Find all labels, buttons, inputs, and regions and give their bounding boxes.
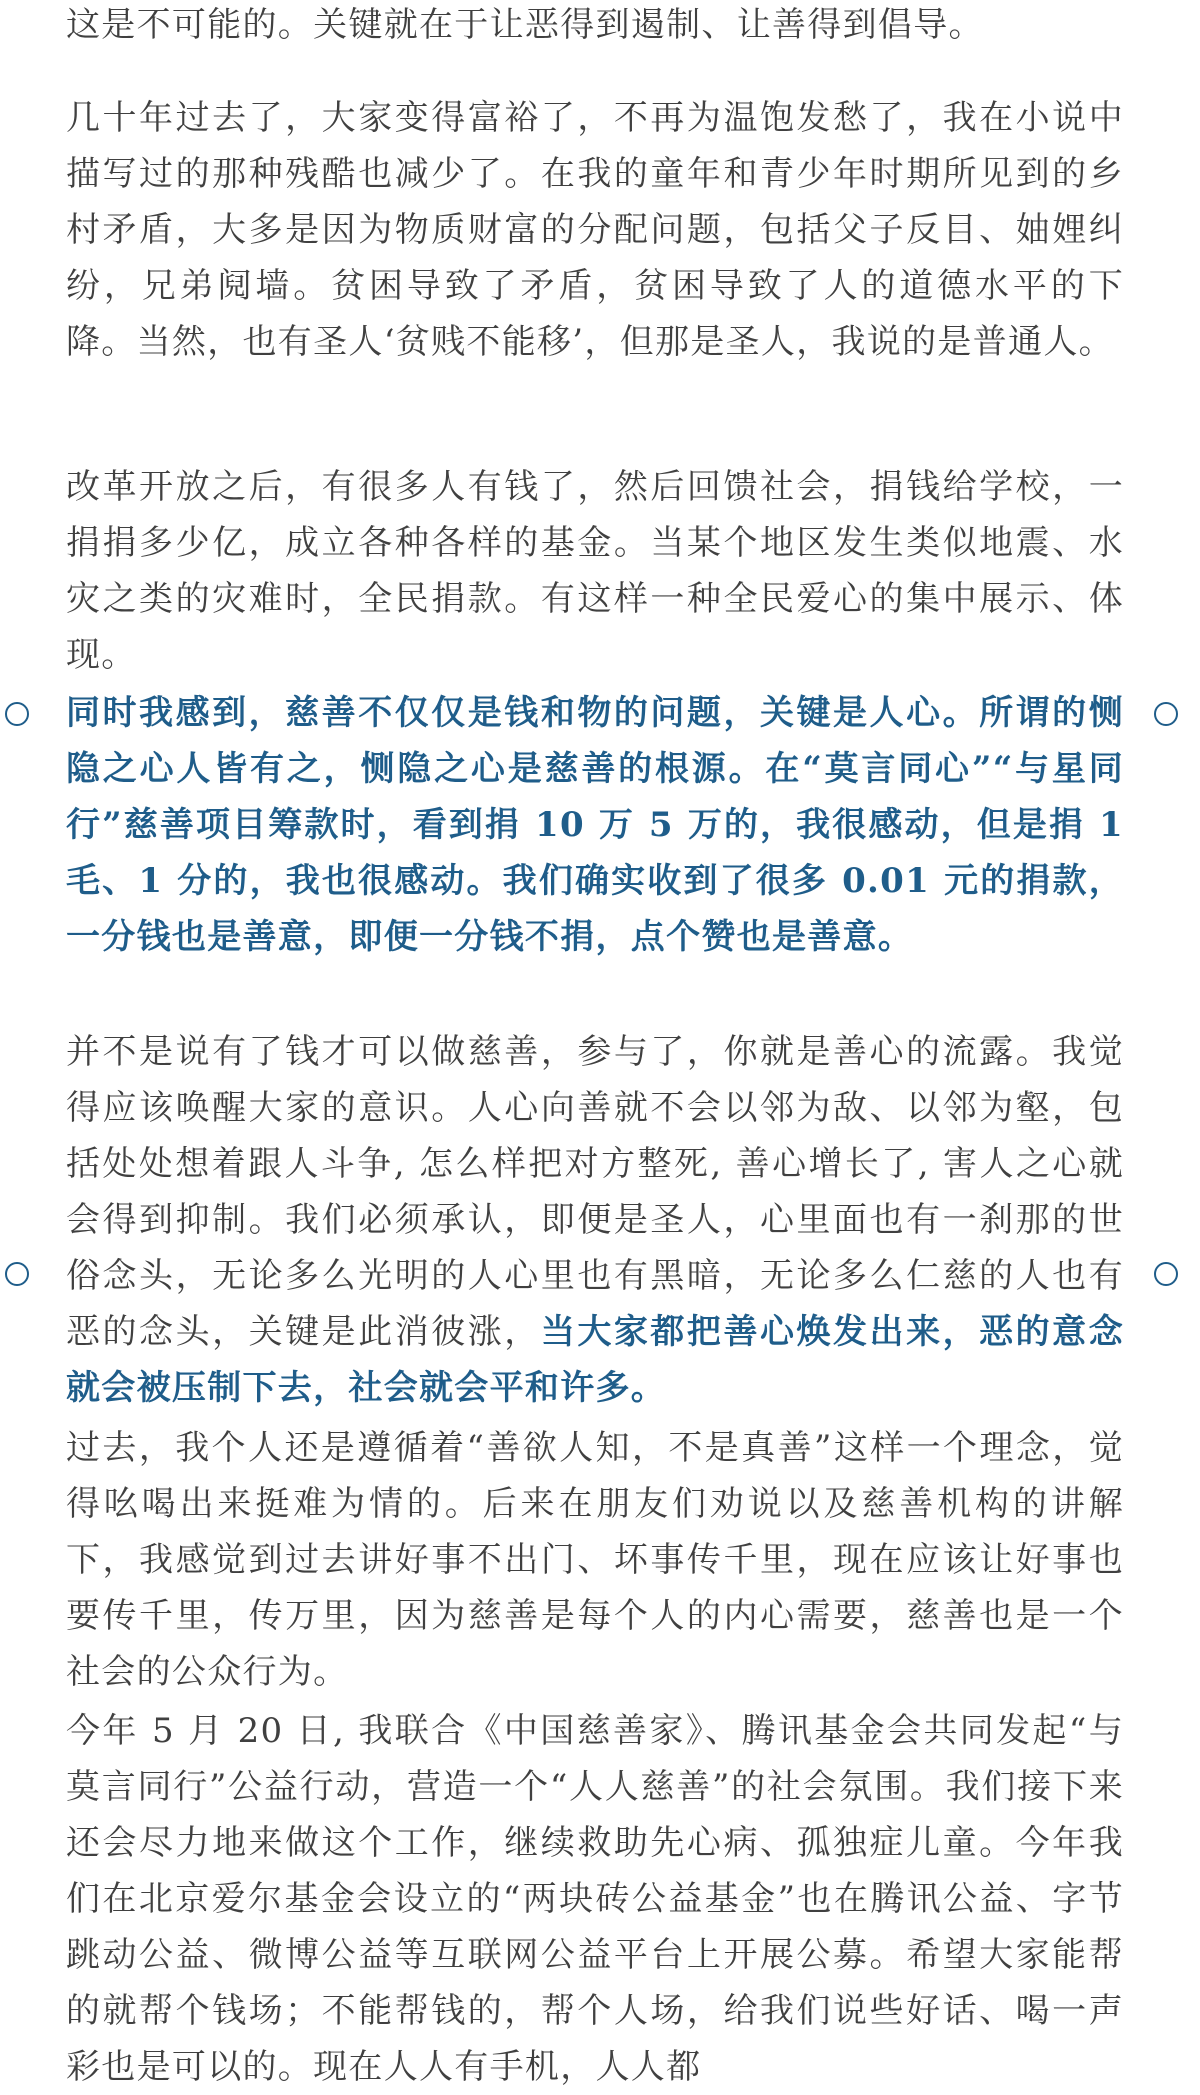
paragraph-7: 今年 5 月 20 日, 我联合《中国慈善家》、腾讯基金会共同发起“与莫言同行”公益行动，营造一个“人人慈善”的社会氛围。我们接下来还会尽力地来做这个工作，继续救助先心病、孤独症儿童。今年我们在北京爱尔基金会设立的“两块砖公益基金”也在腾讯公益、字节跳动公益、微博公益等互联网公益平台上开展公募。希望大家能帮的就帮个钱场；不能帮钱的，帮个人场，给我们说些好话、喝一声彩也是可以的。现在人人有手机，人人都 bbox=[66, 1711, 1124, 2087]
paragraph-4-highlighted: 同时我感到，慈善不仅仅是钱和物的问题，关键是人心。所谓的恻隐之心人皆有之，恻隐之心是慈善的根源。在“莫言同心”“与星同行”慈善项目筹款时，看到捐 10 万 5 万的，我很感动，但是捐 1 毛、1 分的，我也很感动。我们确实收到了很多 0.01 元的捐款，一分钱也是善意，即便一分钱不捐，点个赞也是善意。 bbox=[66, 693, 1124, 957]
paragraph-6: 过去，我个人还是遵循着“善欲人知，不是真善”这样一个理念，觉得吆喝出来挺难为情的。后来在朋友们劝说以及慈善机构的讲解下，我感觉到过去讲好事不出门、坏事传千里，现在应该让好事也要传千里，传万里，因为慈善是每个人的内心需要，慈善也是一个社会的公众行为。 bbox=[66, 1428, 1124, 1692]
paragraph-1: 这是不可能的。关键就在于让恶得到遏制、让善得到倡导。 bbox=[66, 5, 984, 45]
paragraph-3: 改革开放之后，有很多人有钱了，然后回馈社会，捐钱给学校，一捐捐多少亿，成立各种各样的基金。当某个地区发生类似地震、水灾之类的灾难时，全民捐款。有这样一种全民爱心的集中展示、体现。 bbox=[66, 467, 1124, 675]
circle-outline-icon bbox=[1154, 702, 1178, 726]
circle-outline-icon bbox=[5, 1262, 29, 1286]
circle-outline-icon bbox=[5, 702, 29, 726]
paragraph-5 bbox=[66, 1024, 1124, 1416]
circle-outline-icon bbox=[1154, 1262, 1178, 1286]
paragraph-5-text: 并不是说有了钱才可以做慈善，参与了，你就是善心的流露。我觉得应该唤醒大家的意识。人心向善就不会以邻为敌、以邻为壑，包括处处想着跟人斗争, 怎么样把对方整死, 善心增长了, 害人之心就会得到抑制。我们必须承认，即便是圣人，心里面也有一刹那的世俗念头，无论多么光明的人心里也有黑暗，无论多么仁慈的人也有恶的念头，关键是此消彼涨， bbox=[66, 1032, 1124, 1352]
paragraph-2: 几十年过去了，大家变得富裕了，不再为温饱发愁了，我在小说中描写过的那种残酷也减少了。在我的童年和青少年时期所见到的乡村矛盾，大多是因为物质财富的分配问题，包括父子反目、妯娌纠纷，兄弟阋墙。贫困导致了矛盾，贫困导致了人的道德水平的下降。当然，也有圣人‘贫贱不能移’，但那是圣人，我说的是普通人。 bbox=[66, 98, 1124, 362]
paragraph-5-highlight: 当大家都把善心焕发出来，恶的意念就会被压制下去，社会就会平和许多。 bbox=[66, 1312, 1124, 1408]
